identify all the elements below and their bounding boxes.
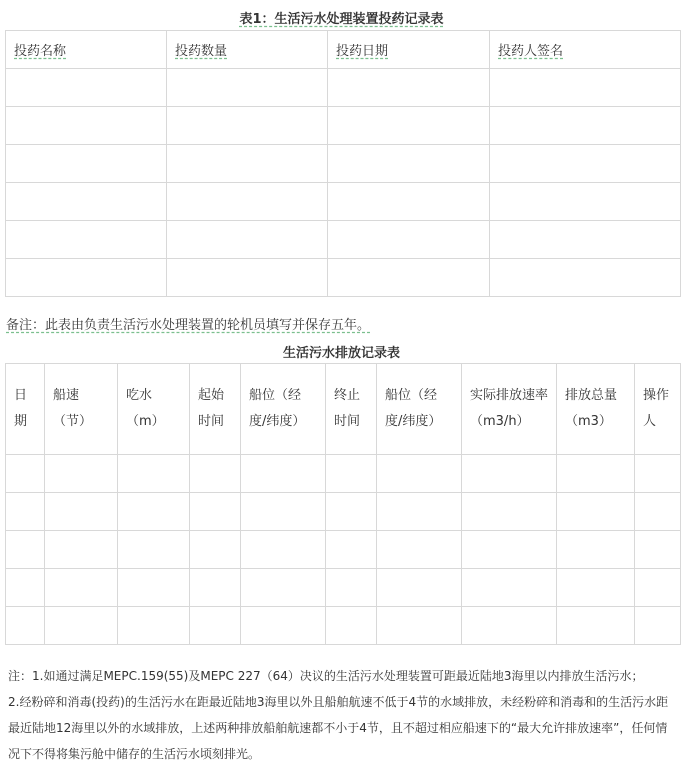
table-cell[interactable] (167, 221, 328, 259)
table2-header-cell: 日期 (6, 364, 45, 455)
table-cell[interactable] (462, 455, 557, 493)
table-cell[interactable] (377, 455, 462, 493)
dosing-record-table (5, 30, 681, 297)
table-row (6, 607, 681, 645)
table2-header-cell: 船位（经度/纬度） (241, 364, 326, 455)
table-cell[interactable] (118, 455, 190, 493)
table-cell[interactable] (326, 607, 377, 645)
table-cell[interactable] (326, 531, 377, 569)
table-cell[interactable] (490, 69, 681, 107)
table-cell[interactable] (490, 183, 681, 221)
table-cell[interactable] (557, 455, 635, 493)
table-cell[interactable] (45, 607, 118, 645)
footnote-1: 注：1.如通过满足MEPC.159(55)及MEPC 227（64）决议的生活污水处理装置可距最近陆地3海里以内排放生活污水； (8, 669, 644, 683)
table-row (6, 569, 681, 607)
table-row (6, 455, 681, 493)
table-cell[interactable] (6, 531, 45, 569)
table-cell[interactable] (490, 259, 681, 297)
table-row (6, 145, 681, 183)
table-cell[interactable] (377, 493, 462, 531)
table-cell[interactable] (328, 221, 490, 259)
table-cell[interactable] (167, 183, 328, 221)
table-cell[interactable] (557, 607, 635, 645)
table2-header-row (6, 364, 681, 455)
table2-header-cell: 排放总量（m3） (557, 364, 635, 455)
table-cell[interactable] (462, 607, 557, 645)
table-cell[interactable] (462, 493, 557, 531)
table-cell[interactable] (462, 531, 557, 569)
table-cell[interactable] (635, 493, 681, 531)
table-cell[interactable] (241, 569, 326, 607)
table1-header-cell: 投药名称 (6, 31, 167, 69)
table-cell[interactable] (118, 531, 190, 569)
table-cell[interactable] (6, 69, 167, 107)
table2-header-cell: 起始时间 (190, 364, 241, 455)
table-cell[interactable] (557, 531, 635, 569)
table-cell[interactable] (557, 569, 635, 607)
table-cell[interactable] (328, 145, 490, 183)
table-cell[interactable] (6, 221, 167, 259)
table2-header-cell: 终止时间 (326, 364, 377, 455)
table-cell[interactable] (377, 607, 462, 645)
table-row (6, 107, 681, 145)
table-cell[interactable] (190, 493, 241, 531)
table-cell[interactable] (6, 455, 45, 493)
footnotes (8, 663, 678, 767)
table-cell[interactable] (241, 607, 326, 645)
table-row (6, 221, 681, 259)
table-row (6, 531, 681, 569)
table-cell[interactable] (635, 607, 681, 645)
table-cell[interactable] (45, 493, 118, 531)
table-cell[interactable] (6, 183, 167, 221)
table-cell[interactable] (118, 607, 190, 645)
table1-header-cell: 投药人签名 (490, 31, 681, 69)
table-cell[interactable] (377, 569, 462, 607)
table-cell[interactable] (167, 145, 328, 183)
table-cell[interactable] (326, 569, 377, 607)
table-cell[interactable] (6, 107, 167, 145)
table-cell[interactable] (462, 569, 557, 607)
table-cell[interactable] (45, 455, 118, 493)
table1-title: 表1：生活污水处理装置投药记录表 (239, 12, 444, 27)
table-row (6, 259, 681, 297)
table-cell[interactable] (167, 107, 328, 145)
table-cell[interactable] (490, 107, 681, 145)
table-cell[interactable] (167, 259, 328, 297)
table1-header-cell: 投药数量 (167, 31, 328, 69)
discharge-record-table (5, 363, 681, 645)
table1-header-row (6, 31, 681, 69)
table-cell[interactable] (326, 493, 377, 531)
table-cell[interactable] (6, 259, 167, 297)
table-row (6, 493, 681, 531)
table-cell[interactable] (167, 69, 328, 107)
table2-header-cell: 吃水（m） (118, 364, 190, 455)
table-cell[interactable] (635, 569, 681, 607)
table-cell[interactable] (190, 455, 241, 493)
table-cell[interactable] (45, 531, 118, 569)
table-row (6, 183, 681, 221)
table-cell[interactable] (6, 569, 45, 607)
table-cell[interactable] (45, 569, 118, 607)
table2-header-cell: 船速（节） (45, 364, 118, 455)
table-cell[interactable] (635, 531, 681, 569)
table-cell[interactable] (190, 531, 241, 569)
table-cell[interactable] (6, 493, 45, 531)
table-cell[interactable] (328, 69, 490, 107)
table-cell[interactable] (241, 455, 326, 493)
table-cell[interactable] (328, 107, 490, 145)
table1-remark: 备注：此表由负责生活污水处理装置的轮机员填写并保存五年。 (6, 318, 371, 333)
table2-header-cell: 船位（经度/纬度） (377, 364, 462, 455)
table-cell[interactable] (241, 531, 326, 569)
table-row (6, 69, 681, 107)
table-cell[interactable] (6, 145, 167, 183)
table-cell[interactable] (6, 607, 45, 645)
table-cell[interactable] (190, 607, 241, 645)
table-cell[interactable] (377, 531, 462, 569)
table-cell[interactable] (328, 183, 490, 221)
table1-header-cell: 投药日期 (328, 31, 490, 69)
table-cell[interactable] (490, 221, 681, 259)
table-cell[interactable] (118, 493, 190, 531)
table-cell[interactable] (241, 493, 326, 531)
table-cell[interactable] (490, 145, 681, 183)
table-cell[interactable] (118, 569, 190, 607)
footnote-2: 2.经粉碎和消毒(投药)的生活污水在距最近陆地3海里以外且船舶航速不低于4节的水域排放，未经粉碎和消毒和的生活污水距最近陆地12海里以外的水域排放，上述两种排放船舶航速都不小于4节，且不超过相应船速下的“最大允许排放速率”，任何情况下不得将集污舱中储存的生活污水顷刻排光。 (8, 695, 669, 761)
table-cell[interactable] (190, 569, 241, 607)
table-cell[interactable] (326, 455, 377, 493)
table-cell[interactable] (635, 455, 681, 493)
table-cell[interactable] (557, 493, 635, 531)
table2-header-cell: 实际排放速率（m3/h） (462, 364, 557, 455)
table-cell[interactable] (328, 259, 490, 297)
table2-title: 生活污水排放记录表 (282, 346, 400, 361)
table2-header-cell: 操作人 (635, 364, 681, 455)
